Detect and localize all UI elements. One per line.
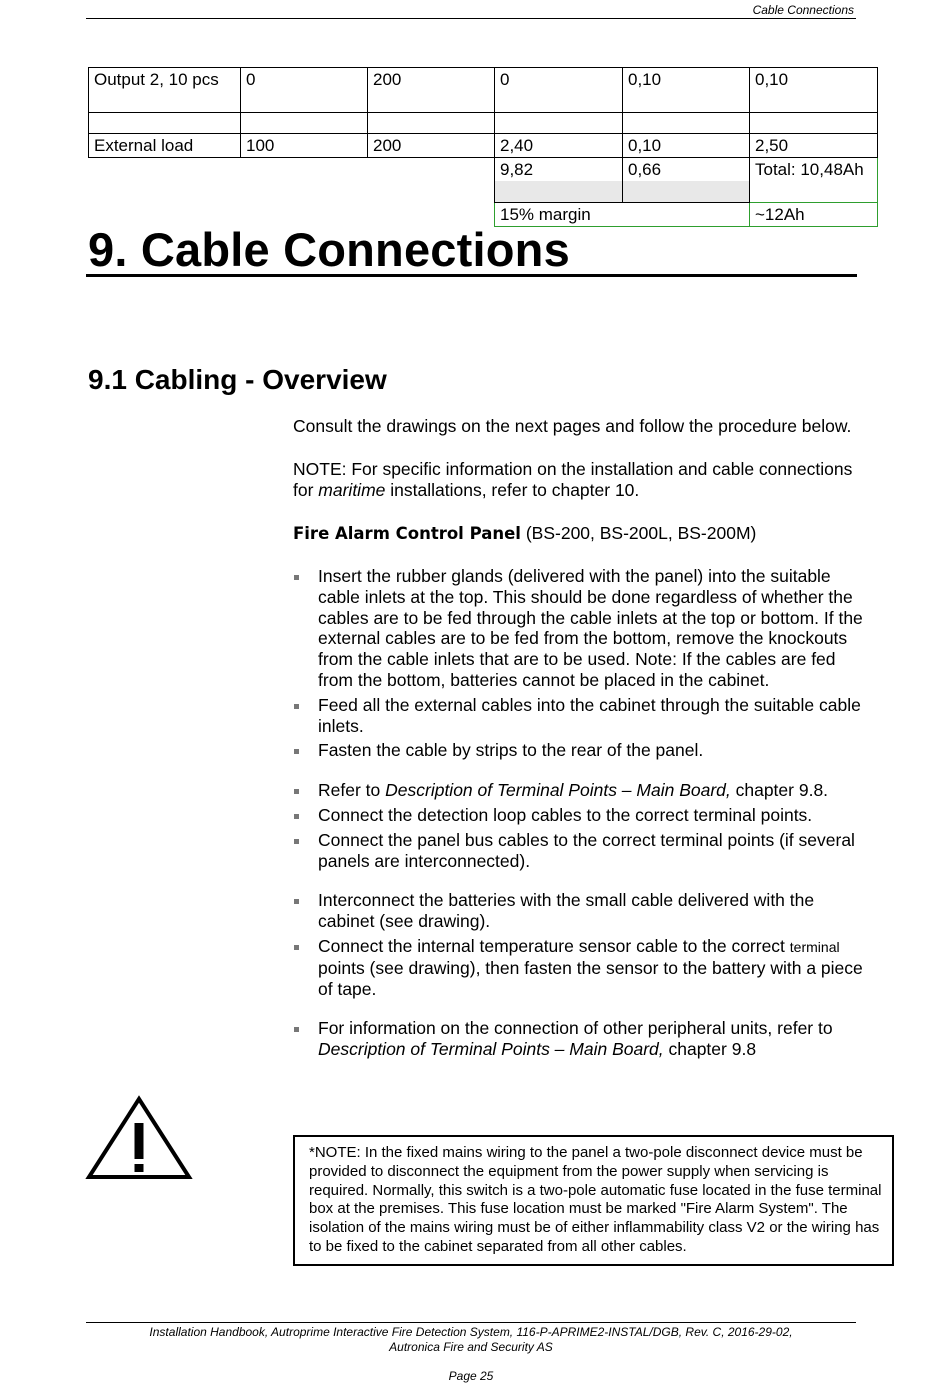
list-item: Connect the internal temperature sensor cable to the correct terminal points (see drawing), then fasten the sensor to the battery with a piece of tape. [293, 936, 863, 999]
header-rule [86, 18, 856, 19]
table-cell [89, 113, 241, 134]
bullet-icon [294, 945, 299, 950]
table-cell: 0 [241, 68, 368, 113]
bullet-icon [294, 839, 299, 844]
bullet-icon [294, 899, 299, 904]
bullet-list-group1 [293, 566, 863, 761]
bullet-list-group3 [293, 890, 863, 999]
total-cell: 9,82 [495, 158, 623, 203]
list-item: Connect the detection loop cables to the correct terminal points. [293, 805, 863, 826]
table-cell: 100 [241, 134, 368, 158]
table-row [89, 134, 878, 158]
note-paragraph: NOTE: For specific information on the installation and cable connections for maritime installations, refer to chapter 10. [293, 459, 853, 500]
list-item: For information on the connection of other peripheral units, refer to Description of Terminal Points – Main Board, chapter 9.8 [293, 1018, 863, 1060]
table-cell: 0,10 [623, 134, 750, 158]
table-cell: External load [89, 134, 241, 158]
table-row [89, 68, 878, 113]
table-cell [241, 113, 368, 134]
bullet-icon [294, 749, 299, 754]
list-item: Fasten the cable by strips to the rear of the panel. [293, 740, 863, 761]
table-cell: Output 2, 10 pcs [89, 68, 241, 113]
total-cell: 0,66 [623, 158, 750, 203]
page-number: Page 25 [448, 1369, 494, 1383]
list-item: Feed all the external cables into the cabinet through the suitable cable inlets. [293, 695, 863, 737]
bullet-icon [294, 575, 299, 580]
table-cell: 0,10 [750, 68, 878, 113]
footer-company: Autronica Fire and Security AS [389, 1340, 553, 1354]
mains-wiring-note-box: *NOTE: In the fixed mains wiring to the panel a two-pole disconnect device must be provided to disconnect the equipment from the power supply when servicing is required. Normally, this switch is a two-pole automatic fuse located in the fuse terminal box at the premises. This fuse location must be marked "Fire Alarm System". The isolation of the mains wiring must be of either inflammability class V2 or the wiring has to be fixed to the cabinet separated from all other cables. [293, 1135, 894, 1266]
list-item: Interconnect the batteries with the small cable delivered with the cabinet (see drawing). [293, 890, 863, 932]
panel-title: Fire Alarm Control Panel (BS-200, BS-200L, BS-200M) [293, 523, 757, 543]
bullet-icon [294, 814, 299, 819]
footer-rule [86, 1322, 856, 1323]
table-cell [750, 113, 878, 134]
battery-calc-table [88, 67, 878, 227]
bullet-icon [294, 1027, 299, 1032]
body-text [293, 416, 863, 1064]
list-item: Insert the rubber glands (delivered with the panel) into the suitable cable inlets at the top. This should be done regardless of whether the cables are to be fed through the cable inlets at the top or bottom. If the external cables are to be fed from the bottom, remove the knockouts from the cable inlets that are to be used. Note: If the cables are fed from the bottom, batteries cannot be placed in the cabinet. [293, 566, 863, 691]
margin-value-cell: ~12Ah [750, 203, 878, 227]
totals-row [89, 158, 878, 203]
list-item: Refer to Description of Terminal Points – Main Board, chapter 9.8. [293, 780, 863, 801]
list-item: Connect the panel bus cables to the correct terminal points (if several panels are interconnected). [293, 830, 863, 872]
bullet-list-group2 [293, 780, 863, 871]
table-cell: 2,40 [495, 134, 623, 158]
margin-label-cell: 15% margin [495, 203, 750, 227]
bullet-icon [294, 789, 299, 794]
chapter-rule [86, 274, 857, 277]
table-cell: 2,50 [750, 134, 878, 158]
table-cell [495, 113, 623, 134]
table-cell [368, 113, 495, 134]
table-row [89, 113, 878, 134]
grand-total-cell: Total: 10,48Ah [750, 158, 878, 203]
chapter-heading: 9. Cable Connections [88, 223, 570, 276]
intro-paragraph: Consult the drawings on the next pages and follow the procedure below. [293, 416, 852, 436]
section-heading: 9.1 Cabling - Overview [88, 364, 387, 395]
bullet-list-group4 [293, 1018, 863, 1060]
table-cell: 0 [495, 68, 623, 113]
table-cell: 0,10 [623, 68, 750, 113]
table-cell [623, 113, 750, 134]
table-cell: 200 [368, 68, 495, 113]
footer-document-info: Installation Handbook, Autroprime Interactive Fire Detection System, 116-P-APRIME2-INSTAL/DGB, Rev. C, 2016-29-02, [149, 1325, 793, 1339]
table-cell: 200 [368, 134, 495, 158]
bullet-icon [294, 704, 299, 709]
warning-triangle-icon [85, 1095, 193, 1181]
running-header: Cable Connections [752, 3, 854, 17]
